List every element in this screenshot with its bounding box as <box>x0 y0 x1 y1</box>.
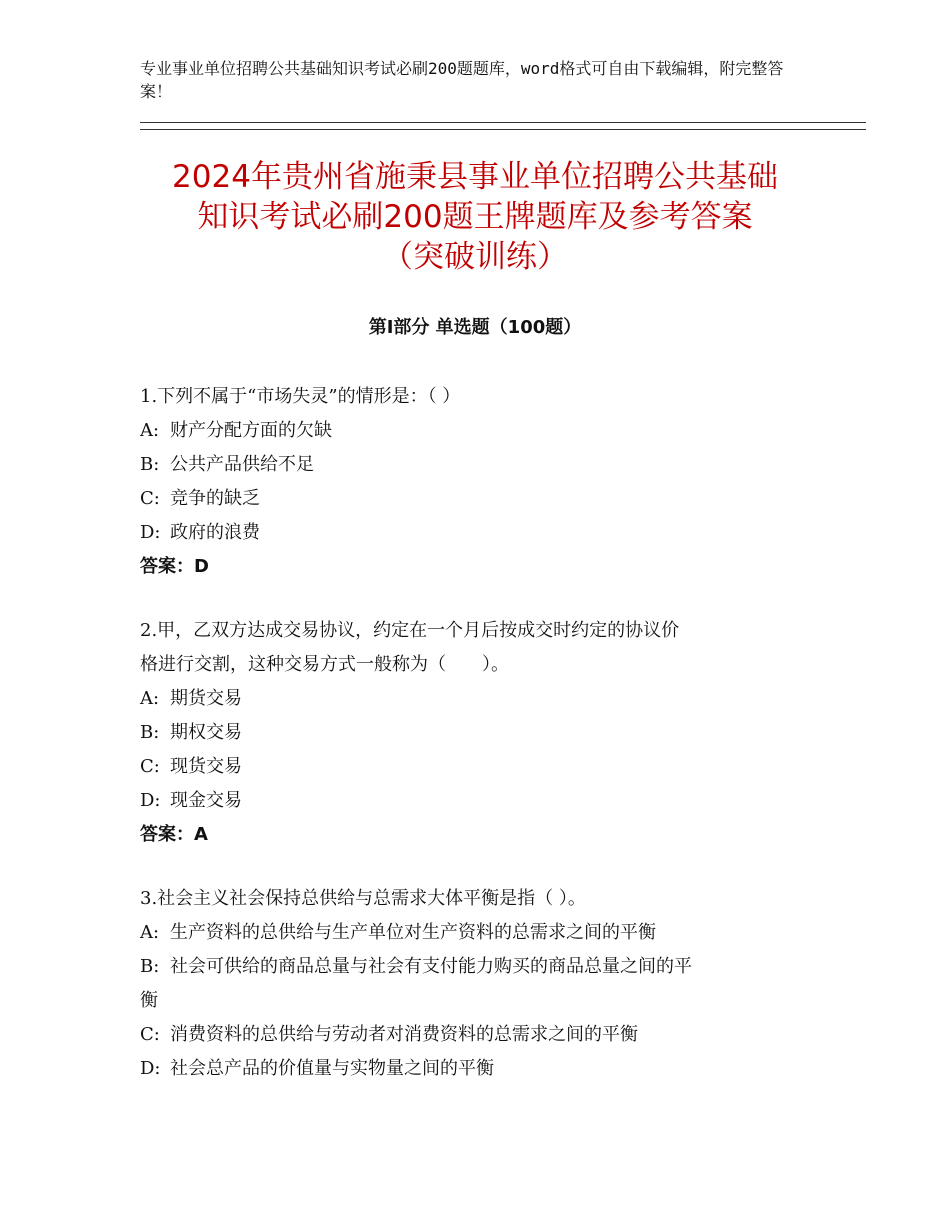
option-label: A: <box>140 688 160 709</box>
option-label: C: <box>140 1024 160 1045</box>
option-d <box>140 516 810 550</box>
option-c <box>140 750 810 784</box>
question-2 <box>140 614 810 852</box>
document-title-line: 2024年贵州省施秉县事业单位招聘公共基础 <box>172 159 778 195</box>
option-label: C: <box>140 756 160 777</box>
option-label: D: <box>140 522 161 543</box>
option-b <box>140 950 810 984</box>
option-text: 财产分配方面的欠缺 <box>170 420 332 441</box>
option-text: 现货交易 <box>170 756 242 777</box>
question-stem: 1.下列不属于“市场失灵”的情形是：（ ） <box>140 386 461 407</box>
option-label: C: <box>140 488 160 509</box>
option-label: B: <box>140 956 160 977</box>
option-text: 社会总产品的价值量与实物量之间的平衡 <box>170 1058 494 1079</box>
option-text: 公共产品供给不足 <box>170 454 314 475</box>
option-a <box>140 414 810 448</box>
document-title-line: （突破训练） <box>382 239 568 275</box>
option-text: 期权交易 <box>170 722 242 743</box>
option-c <box>140 1018 810 1052</box>
option-text: 政府的浪费 <box>170 522 260 543</box>
option-c <box>140 482 810 516</box>
question-stem: 2.甲，乙双方达成交易协议，约定在一个月后按成交时约定的协议价 <box>140 620 680 641</box>
option-text: 消费资料的总供给与劳动者对消费资料的总需求之间的平衡 <box>170 1024 638 1045</box>
question-list <box>140 380 810 1116</box>
answer-text: 答案：D <box>140 556 209 577</box>
document-title-line: 知识考试必刷200题王牌题库及参考答案 <box>197 199 753 235</box>
question-3 <box>140 882 810 1086</box>
answer-text: 答案：A <box>140 824 208 845</box>
option-label: A: <box>140 420 160 441</box>
option-label: B: <box>140 722 160 743</box>
header-divider <box>140 122 866 130</box>
option-label: B: <box>140 454 160 475</box>
option-b <box>140 448 810 482</box>
question-stem-continued: 格进行交割，这种交易方式一般称为（ ）。 <box>140 654 509 675</box>
option-d <box>140 1052 810 1086</box>
option-text: 竞争的缺乏 <box>170 488 260 509</box>
option-text: 生产资料的总供给与生产单位对生产资料的总需求之间的平衡 <box>170 922 656 943</box>
header-note: 专业事业单位招聘公共基础知识考试必刷200题题库，word格式可自由下载编辑，附完整答案！ <box>140 59 784 101</box>
section-title: 第Ⅰ部分 单选题（100题） <box>368 317 582 338</box>
option-b-continued: 衡 <box>140 990 158 1011</box>
option-d <box>140 784 810 818</box>
option-label: D: <box>140 1058 161 1079</box>
document-title <box>100 157 850 277</box>
option-text: 社会可供给的商品总量与社会有支付能力购买的商品总量之间的平 <box>170 956 692 977</box>
option-a <box>140 682 810 716</box>
option-a <box>140 916 810 950</box>
option-text: 现金交易 <box>170 790 242 811</box>
question-stem: 3.社会主义社会保持总供给与总需求大体平衡是指（ ）。 <box>140 888 586 909</box>
option-text: 期货交易 <box>170 688 242 709</box>
option-label: D: <box>140 790 161 811</box>
question-1 <box>140 380 810 584</box>
option-b <box>140 716 810 750</box>
option-label: A: <box>140 922 160 943</box>
